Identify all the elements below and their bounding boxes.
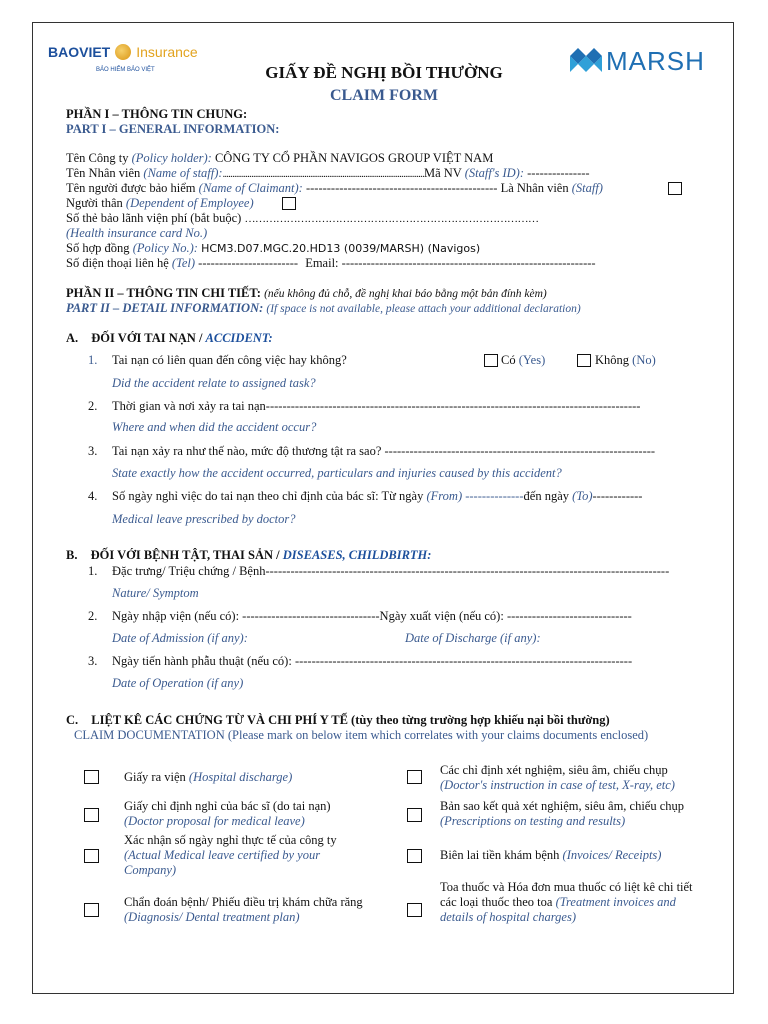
section-a-item-3-number: 3. [88,444,98,458]
baoviet-logo [48,44,198,62]
section-b-item-1-label: Đặc trưng/ Triệu chứng / Bệnh [112,564,266,578]
contract-label: Số hợp đồng [66,241,130,255]
contract-row [66,241,480,256]
accident-no-label: Không [595,353,630,367]
doc-diagnosis [124,895,386,925]
doc-medical-leave-label: Giấy chỉ định nghỉ của bác sĩ (do tai nạn) [124,799,331,813]
staff-label: Tên Nhân viên [66,166,141,180]
section-b-item-3-row [112,654,632,669]
form-title-vi: GIẤY ĐỀ NGHỊ BỒI THƯỜNG [265,63,503,82]
company-value[interactable]: CÔNG TY CỔ PHẦN NAVIGOS GROUP VIỆT NAM [214,151,494,165]
section-b-item-3-en: Date of Operation (if any) [112,676,244,690]
section-a-title-en: ACCIDENT: [205,331,273,345]
doc-hospital-discharge-label: Giấy ra viện [124,770,186,784]
symptom-field[interactable]: ------------------------------------------------------------------------------------------------- [265,564,670,578]
admission-date-field[interactable]: --------------------------------- [242,609,380,623]
section-b-item-1-row [112,564,669,579]
health-card-label: Số thẻ bảo lãnh viện phí (bắt buộc) [66,211,242,225]
baoviet-tagline: BẢO HIỂM BẢO VIỆT [96,67,155,73]
baoviet-insurance-text: Insurance [136,44,198,60]
email-field[interactable]: ------------------------------------------------------------- [341,256,596,270]
doc-prescription-checkbox[interactable] [407,903,422,917]
doc-prescription-label-en: (Treatment invoices and details of hospital charges) [440,895,676,924]
tel-row [66,256,596,271]
health-card-field[interactable]: ………………………………………………………………………… [244,213,539,225]
doc-hospital-discharge-label-en: (Hospital discharge) [188,770,293,784]
admission-label-en: Date of Admission (if any): [112,631,248,645]
discharge-label: Ngày xuất viện (nếu có): [379,609,504,623]
dependent-label: Người thân [66,196,123,210]
to-label: đến ngày [523,489,569,503]
accident-no-checkbox[interactable] [577,354,591,367]
doc-test-instruction-label-en: (Doctor's instruction in case of test, X-ray, etc) [440,778,675,792]
doc-diagnosis-label: Chẩn đoán bệnh/ Phiếu điều trị khám chữa răng [124,895,363,909]
staff-checkbox[interactable] [668,182,682,195]
section-a-item-4-question: Số ngày nghỉ việc do tai nạn theo chỉ định của bác sĩ: Từ ngày [112,489,424,503]
health-card-row [66,211,538,227]
doc-actual-leave-label: Xác nhận số ngày nghỉ thực tế của công ty [124,833,337,847]
doc-test-results [440,799,710,829]
discharge-date-field[interactable]: ------------------------------ [506,609,632,623]
part1-heading-en: PART I – GENERAL INFORMATION: [66,122,280,136]
doc-invoices-label-en: (Invoices/ Receipts) [562,848,662,862]
section-a-item-4-number: 4. [88,489,98,503]
company-label-en: (Policy holder): [131,151,212,165]
baoviet-brand-text: BAOVIET [48,44,111,60]
section-a-title-vi: ĐỐI VỚI TAI NẠN / [91,331,203,345]
section-b-item-3-number: 3. [88,654,98,668]
email-label: Email: [305,256,339,270]
part2-heading-en-row [66,301,581,317]
dependent-label-en: (Dependent of Employee) [125,196,254,210]
dependent-checkbox[interactable] [282,197,296,210]
accident-yes-checkbox[interactable] [484,354,498,367]
doc-invoices-checkbox[interactable] [407,849,422,863]
section-b-item-1-en: Nature/ Symptom [112,586,199,600]
section-b-item-2-number: 2. [88,609,98,623]
claimant-label-en: (Name of Claimant): [198,181,303,195]
section-b-title-en: DISEASES, CHILDBIRTH: [282,548,432,562]
section-c-title-vi: LIỆT KÊ CÁC CHỨNG TỪ VÀ CHI PHÍ Y TẾ [91,713,348,727]
doc-test-results-label-en: (Prescriptions on testing and results) [440,814,626,828]
doc-actual-leave-checkbox[interactable] [84,849,99,863]
staff-id-label-en: (Staff's ID): [464,166,524,180]
doc-test-instruction-checkbox[interactable] [407,770,422,784]
dependent-row [66,196,254,211]
section-a-item-2-en: Where and when did the accident occur? [112,420,317,434]
claimant-row [66,181,603,196]
doc-test-instruction-label: Các chỉ định xét nghiệm, siêu âm, chiếu chụp [440,763,668,777]
from-label-en: (From) [426,489,463,503]
staff-id-label: Mã NV [423,166,462,180]
operation-date-field[interactable]: --------------------------------------------------------------------------------- [294,654,633,668]
doc-invoices [440,848,661,863]
section-b-title-vi: ĐỐI VỚI BỆNH TẬT, THAI SẢN / [90,548,280,562]
company-label: Tên Công ty [66,151,129,165]
doc-hospital-discharge-checkbox[interactable] [84,770,99,784]
doc-diagnosis-checkbox[interactable] [84,903,99,917]
part2-heading-vi-note: (nếu không đủ chỗ, đề nghị khai báo bằng một bản đính kèm) [264,288,547,300]
section-c-title-en: CLAIM DOCUMENTATION (Please mark on below item which correlates with your claims documents enclosed) [74,728,649,742]
company-row [66,151,493,166]
part2-heading-vi-row [66,286,547,302]
section-a-item-2-row [112,399,640,414]
staff-check-label: Là Nhân viên [500,181,569,195]
section-a-item-1-number: 1. [88,353,98,367]
part2-heading-en: PART II – DETAIL INFORMATION: [66,301,264,315]
tel-label: Số điện thoại liên hệ [66,256,169,270]
accident-yes-row [501,353,545,368]
leave-from-field[interactable]: -------------- [465,489,524,503]
staff-row [66,166,590,182]
section-a-heading [66,331,273,346]
doc-prescription-label: Toa thuốc và Hóa đơn mua thuốc có liệt kê chi tiết các loại thuốc theo toa [440,880,693,909]
doc-actual-leave-label-en: (Actual Medical leave certified by your Company) [124,848,321,877]
tel-field[interactable]: ------------------------ [198,256,299,270]
section-b-letter: B. [66,548,78,562]
accident-no-row [595,353,656,368]
section-a-item-1-question: Tai nạn có liên quan đến công việc hay không? [112,353,347,367]
section-a-item-1-en: Did the accident relate to assigned task? [112,376,316,390]
contract-value[interactable]: HCM3.D07.MGC.20.HD13 (0039/MARSH) (Navigos) [201,242,481,255]
operation-label: Ngày tiến hành phẫu thuật (nếu có): [112,654,292,668]
section-a-item-3-row [112,444,655,459]
section-c-title-note: (tùy theo từng trường hợp khiếu nại bồi thường) [351,713,610,727]
staff-label-en: (Name of staff): [143,166,223,180]
discharge-label-en: Date of Discharge (if any): [405,631,541,645]
part1-heading-vi: PHẦN I – THÔNG TIN CHUNG: [66,107,248,121]
marsh-text: MARSH [606,46,705,76]
section-a-item-2-question: Thời gian và nơi xảy ra tai nạn [112,399,266,413]
contract-label-en: (Policy No.): [132,241,198,255]
section-a-item-3-en: State exactly how the accident occurred, particulars and injuries caused by this accident? [112,466,562,480]
section-c-letter: C. [66,713,79,727]
section-a-item-2-number: 2. [88,399,98,413]
section-b-item-1-number: 1. [88,564,98,578]
admission-label: Ngày nhập viện (nếu có): [112,609,240,623]
accident-no-label-en: (No) [632,353,656,367]
staff-name-field[interactable]: .......................................................................................................... [222,169,424,180]
section-c-heading [66,713,610,728]
doc-prescription [440,880,712,925]
doc-test-results-label: Bản sao kết quả xét nghiệm, siêu âm, chiếu chụp [440,799,685,813]
claimant-label: Tên người được bảo hiểm [66,181,196,195]
accident-description-field[interactable]: ----------------------------------------------------------------- [384,444,656,458]
accident-yes-label: Có [501,353,516,367]
section-a-item-4-en: Medical leave prescribed by doctor? [112,512,296,526]
form-title-en: CLAIM FORM [330,87,438,104]
section-b-item-2-row [112,609,632,624]
section-a-letter: A. [66,331,79,345]
accident-yes-label-en: (Yes) [518,353,546,367]
leave-to-field[interactable]: ------------ [592,489,643,503]
accident-time-place-field[interactable]: ------------------------------------------------------------------------------------------ [265,399,641,413]
section-a-item-4-row [112,489,642,504]
section-a-item-3-question: Tai nạn xảy ra như thế nào, mức độ thương tật ra sao? [112,444,382,458]
doc-medical-leave-label-en: (Doctor proposal for medical leave) [124,814,305,828]
doc-hospital-discharge [124,770,292,785]
to-label-en: (To) [572,489,593,503]
doc-test-results-checkbox[interactable] [407,808,422,822]
tel-label-en: (Tel) [171,256,196,270]
part2-heading-vi: PHẦN II – THÔNG TIN CHI TIẾT: [66,286,261,300]
doc-medical-leave-checkbox[interactable] [84,808,99,822]
staff-id-field[interactable]: --------------- [527,166,590,180]
health-card-label-en: (Health insurance card No.) [66,226,208,240]
staff-check-label-en: (Staff) [571,181,603,195]
doc-diagnosis-label-en: (Diagnosis/ Dental treatment plan) [124,910,300,924]
doc-invoices-label: Biên lai tiền khám bệnh [440,848,560,862]
baoviet-globe-icon [115,44,131,60]
claimant-field[interactable]: ---------------------------------------------- [305,181,498,195]
part2-heading-en-note: (If space is not available, please attach your additional declaration) [266,303,581,315]
section-b-heading [66,548,431,563]
